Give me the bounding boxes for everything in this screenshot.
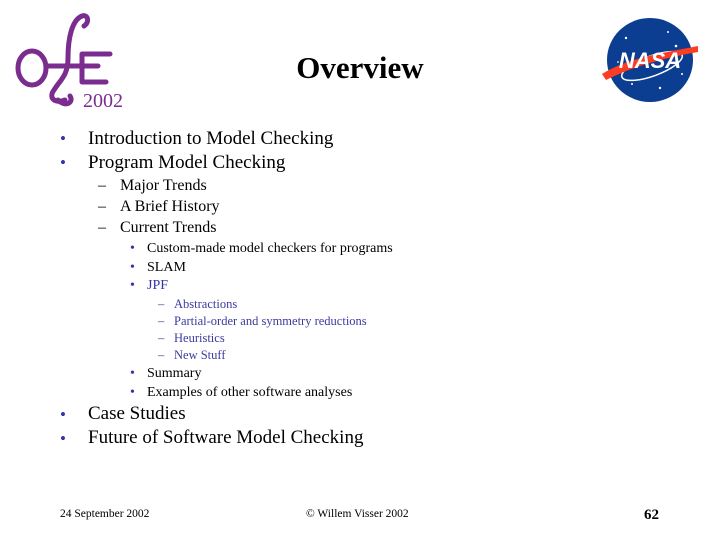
outline-item: New Stuff xyxy=(174,348,226,362)
footer-date: 24 September 2002 xyxy=(60,508,150,520)
bullet-dot: • xyxy=(60,153,66,172)
bullet-dot: • xyxy=(60,405,66,424)
outline-item: Examples of other software analyses xyxy=(147,385,353,400)
outline-item: Current Trends xyxy=(120,219,217,236)
outline-item: Introduction to Model Checking xyxy=(88,128,334,149)
bullet-dot: • xyxy=(60,429,66,448)
nasa-logo-icon xyxy=(598,16,702,104)
bullet-dash: – xyxy=(98,198,106,215)
bullet-dot: • xyxy=(130,278,135,293)
bullet-dot: • xyxy=(130,260,135,275)
bullet-dot: • xyxy=(130,241,135,256)
outline-item: A Brief History xyxy=(120,198,220,215)
page-title: Overview xyxy=(296,50,424,85)
outline-item: JPF xyxy=(147,278,169,293)
outline-item: Custom-made model checkers for programs xyxy=(147,241,393,256)
bullet-dash: – xyxy=(158,331,165,345)
outline-item: Future of Software Model Checking xyxy=(88,427,364,448)
footer-copyright: © Willem Visser 2002 xyxy=(306,508,409,520)
bullet-dot: • xyxy=(130,366,135,381)
bullet-dash: – xyxy=(158,314,165,328)
bullet-dash: – xyxy=(158,348,165,362)
outline-item: Major Trends xyxy=(120,177,207,194)
bullet-dot: • xyxy=(60,129,66,148)
bullet-dot: • xyxy=(130,385,135,400)
nasa-wordmark: NASA xyxy=(618,48,682,73)
outline-item: Case Studies xyxy=(88,403,186,424)
bullet-dash: – xyxy=(158,297,165,311)
outline-item: Heuristics xyxy=(174,331,225,345)
outline-item: Program Model Checking xyxy=(88,152,286,173)
logo-year: 2002 xyxy=(83,90,123,112)
bullet-dash: – xyxy=(98,177,106,194)
outline-item: Abstractions xyxy=(174,297,238,311)
page-number: 62 xyxy=(644,507,659,523)
outline-item: SLAM xyxy=(147,260,186,275)
bullet-dash: – xyxy=(98,219,106,236)
outline-item: Partial-order and symmetry reductions xyxy=(174,314,367,328)
outline-item: Summary xyxy=(147,366,202,381)
